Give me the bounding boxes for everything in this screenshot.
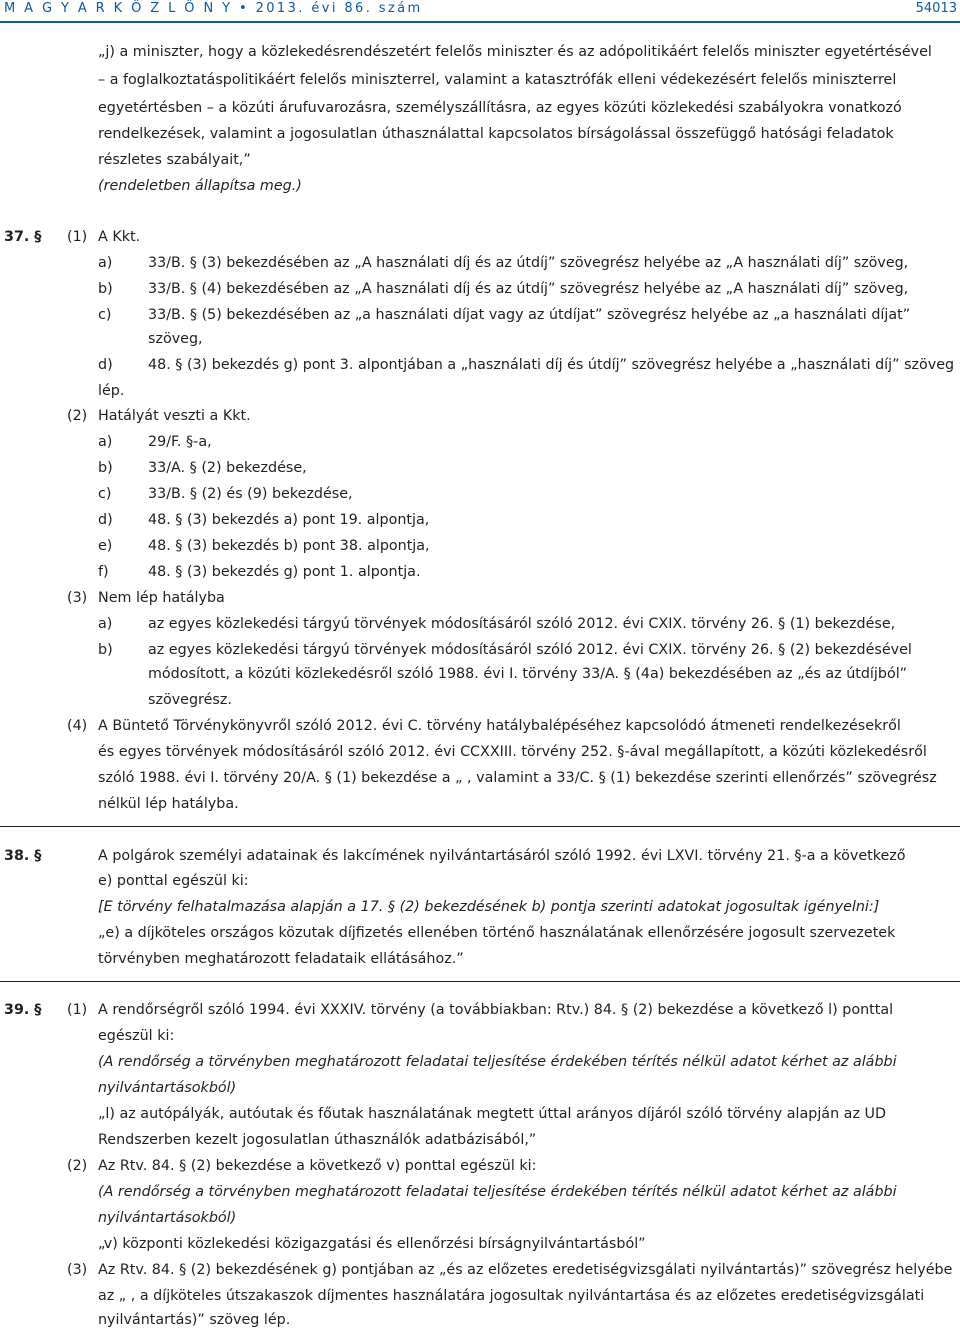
text-line: egyetértésben – a közúti árufuvarozásra, személyszállításra, az egyes közúti közlekedési szabályokra vonatkozó: [98, 100, 902, 116]
text-line: az „ , a díjköteles útszakaszok díjmentes használatára jogosultak nyilvántartása és az előzetes eredetiségvizsgálati: [98, 1288, 925, 1304]
text-line: 48. § (3) bekezdés g) pont 3. alpontjában a „használati díj és útdíj” szövegrész helyébe a „használati díj” szöveg: [148, 357, 955, 373]
text-line: 29/F. §-a,: [148, 434, 212, 450]
item-label: a): [98, 434, 113, 450]
text-line: „v) központi közlekedési közigazgatási és ellenőrzési bírságnyilvántartásból”: [98, 1236, 646, 1252]
item-label: c): [98, 486, 112, 502]
item-label: f): [98, 564, 109, 580]
text-line: A rendőrségről szóló 1994. évi XXXIV. törvény (a továbbiakban: Rtv.) 84. § (2) bekezdése a következő l) ponttal: [98, 1002, 894, 1018]
text-line: „l) az autópályák, autóutak és főutak használatának megtett úttal arányos díjáról szóló törvény alapján az UD: [98, 1106, 886, 1122]
page-header: [0, 0, 960, 22]
text-line: A Kkt.: [98, 229, 141, 245]
text-line: A Büntető Törvénykönyvről szóló 2012. évi C. törvény hatálybalépéséhez kapcsolódó átmeneti rendelkezésekről: [98, 718, 901, 734]
item-label: c): [98, 307, 112, 323]
header-rule: [0, 21, 960, 23]
text-line: nyilvántartásokból): [98, 1210, 237, 1226]
item-label: d): [98, 357, 113, 373]
text-line: nélkül lép hatályba.: [98, 796, 239, 812]
text-line: nyilvántartás)” szöveg lép.: [98, 1312, 291, 1328]
text-line: részletes szabályait,”: [98, 152, 251, 168]
section-divider: [0, 981, 960, 982]
text-line: módosított, a közúti közlekedésről szóló 1988. évi I. törvény 33/A. § (4a) bekezdésében az „és az útdíjból”: [148, 666, 908, 682]
text-line: – a foglalkoztatáspolitikáért felelős miniszterrel, valamint a katasztrófák elleni védekezésért felelős miniszterrel: [98, 72, 897, 88]
text-line: szöveg,: [148, 331, 203, 347]
section-number: 38. §: [4, 848, 42, 864]
item-label: b): [98, 281, 113, 297]
section-number: 39. §: [4, 1002, 42, 1018]
text-line: az egyes közlekedési tárgyú törvények módosításáról szóló 2012. évi CXIX. törvény 26. § (2) bekezdésével: [148, 642, 912, 658]
text-line: lép.: [98, 383, 125, 399]
text-line: 33/A. § (2) bekezdése,: [148, 460, 307, 476]
text-line: 33/B. § (5) bekezdésében az „a használati díjat vagy az útdíjat” szövegrész helyébe az „a használati díjat”: [148, 307, 911, 323]
text-line: Nem lép hatályba: [98, 590, 225, 606]
text-line: az egyes közlekedési tárgyú törvények módosításáról szóló 2012. évi CXIX. törvény 26. § (1) bekezdése,: [148, 616, 896, 632]
text-line: 48. § (3) bekezdés b) pont 38. alpontja,: [148, 538, 430, 554]
item-label: d): [98, 512, 113, 528]
item-label: a): [98, 255, 113, 271]
journal-title: M A G Y A R K Ö Z L Ö N Y • 2013. évi 86. szám: [4, 1, 423, 16]
page-number: 54013: [915, 1, 957, 16]
text-line: (A rendőrség a törvényben meghatározott feladatai teljesítése érdekében térítés nélkül adatot kérhet az alábbi: [98, 1054, 897, 1070]
section-number: 37. §: [4, 229, 42, 245]
text-line: és egyes törvények módosításáról szóló 2012. évi CCXXIII. törvény 252. §-ával megállapított, a közúti közlekedésről: [98, 744, 927, 760]
text-line: 33/B. § (3) bekezdésében az „A használati díj és az útdíj” szövegrész helyébe az „A használati díj” szöveg,: [148, 255, 909, 271]
paragraph-number: (3): [67, 590, 88, 606]
paragraph-number: (2): [67, 1158, 88, 1174]
text-line: [E törvény felhatalmazása alapján a 17. § (2) bekezdésének b) pontja szerinti adatokat jogosultak igényelni:]: [98, 899, 880, 915]
text-line: szóló 1988. évi I. törvény 20/A. § (1) bekezdése a „ , valamint a 33/C. § (1) bekezdése szerinti ellenőrzés” szövegrész: [98, 770, 937, 786]
item-label: e): [98, 538, 113, 554]
text-line: rendelkezések, valamint a jogosulatlan úthasználattal kapcsolatos bírságolással összefüggő hatósági feladatok: [98, 126, 894, 142]
paragraph-number: (1): [67, 1002, 88, 1018]
text-line: „j) a miniszter, hogy a közlekedésrendészetért felelős miniszter és az adópolitikáért felelős miniszter egyetértésével: [98, 44, 932, 60]
text-line: 33/B. § (4) bekezdésében az „A használati díj és az útdíj” szövegrész helyébe az „A használati díj” szöveg,: [148, 281, 909, 297]
text-line: A polgárok személyi adatainak és lakcímének nyilvántartásáról szóló 1992. évi LXVI. törvény 21. §-a a következő: [98, 848, 906, 864]
text-line: egészül ki:: [98, 1028, 175, 1044]
section-divider: [0, 826, 960, 827]
item-label: b): [98, 460, 113, 476]
text-line: Az Rtv. 84. § (2) bekezdése a következő v) ponttal egészül ki:: [98, 1158, 537, 1174]
item-label: a): [98, 616, 113, 632]
text-line: törvényben meghatározott feladataik ellátásához.”: [98, 951, 464, 967]
paragraph-number: (2): [67, 408, 88, 424]
text-line: (A rendőrség a törvényben meghatározott feladatai teljesítése érdekében térítés nélkül adatot kérhet az alábbi: [98, 1184, 897, 1200]
text-line: Hatályát veszti a Kkt.: [98, 408, 251, 424]
paragraph-number: (1): [67, 229, 88, 245]
text-line: Az Rtv. 84. § (2) bekezdésének g) pontjában az „és az előzetes eredetiségvizsgálati nyilvántartás)” szövegrész helyébe: [98, 1262, 953, 1278]
paragraph-number: (3): [67, 1262, 88, 1278]
paragraph-number: (4): [67, 718, 88, 734]
text-line: szövegrész.: [148, 692, 232, 708]
text-line: nyilvántartásokból): [98, 1080, 237, 1096]
text-line: e) ponttal egészül ki:: [98, 873, 249, 889]
text-line: „e) a díjköteles országos közutak díjfizetés ellenében történő használatának ellenőrzésére jogosult szervezetek: [98, 925, 896, 941]
text-line: 48. § (3) bekezdés g) pont 1. alpontja.: [148, 564, 421, 580]
text-line: Rendszerben kezelt jogosulatlan úthasználók adatbázisából,”: [98, 1132, 537, 1148]
text-line: 33/B. § (2) és (9) bekezdése,: [148, 486, 353, 502]
text-line: 48. § (3) bekezdés a) pont 19. alpontja,: [148, 512, 430, 528]
item-label: b): [98, 642, 113, 658]
text-line: (rendeletben állapítsa meg.): [98, 178, 302, 194]
